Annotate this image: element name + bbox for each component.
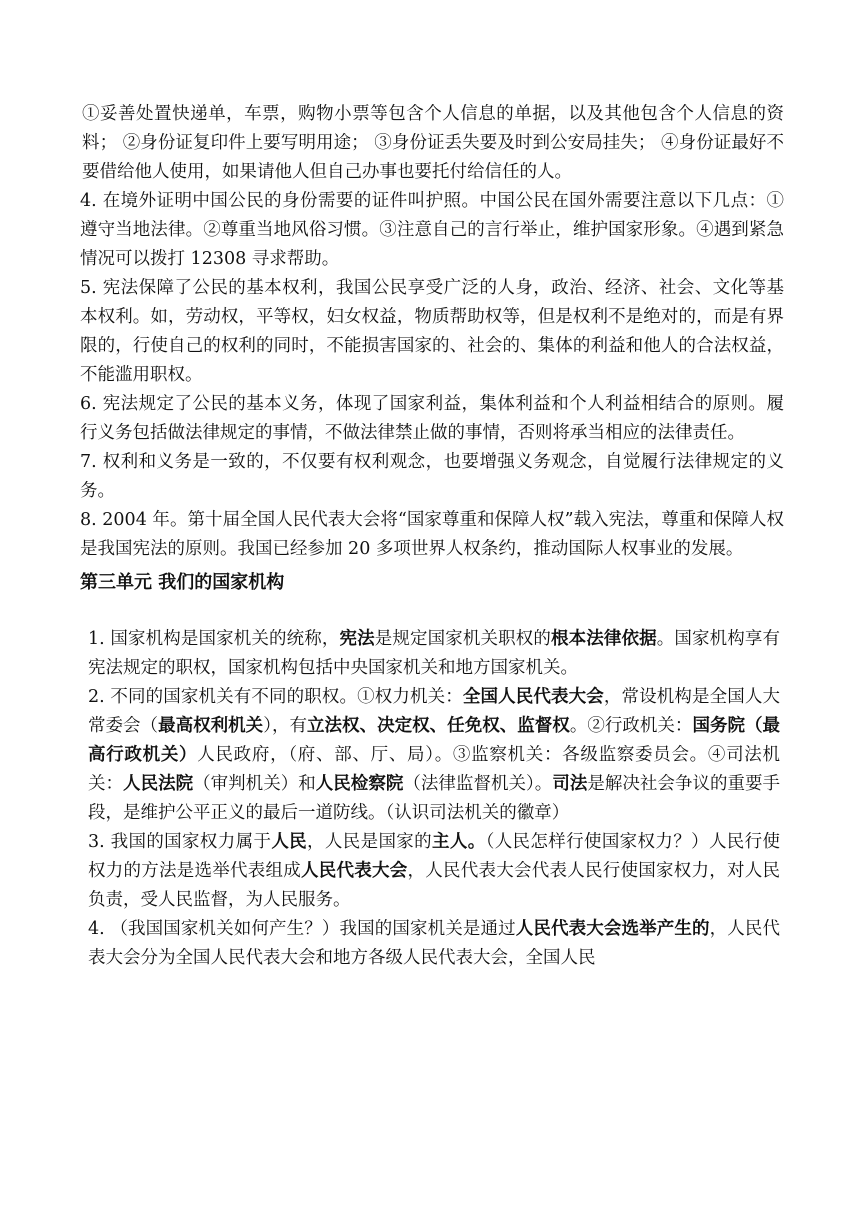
text-run: ），有 [263, 716, 308, 736]
unit3-paragraph-4 [88, 915, 780, 973]
unit3-section [80, 625, 784, 973]
text-run: 2. 不同的国家机关有不同的职权。①权力机关： [88, 687, 463, 707]
bold-run: 根本法律依据 [551, 629, 657, 649]
bold-run: 司法 [552, 774, 588, 794]
document-page [80, 100, 784, 973]
unit3-paragraph-1 [88, 625, 780, 683]
text-run: ，人民代表大会代表人民行使国家权力，对人民负责，受人民监督，为人民服务。 [88, 861, 780, 910]
text-run: 4. （我国国家机关如何产生？）我国的国家机关是通过 [88, 919, 516, 939]
paragraph-5-rights: 5. 宪法保障了公民的基本权利，我国公民享受广泛的人身，政治、经济、社会、文化等基本权利。如，劳动权，平等权，妇女权益，物质帮助权等，但是权利不是绝对的，而是有界限的，行使自己的权利的同时，不能损害国家的、社会的、集体的利益和他人的合法权益，不能滥用职权。 [80, 278, 784, 385]
paragraph-7-rights-duties: 7. 权利和义务是一致的，不仅要有权利观念，也要增强义务观念，自觉履行法律规定的义务。 [80, 452, 784, 501]
bold-run: 人民检察院 [315, 774, 404, 794]
text-run: （审判机关）和 [193, 774, 316, 794]
text-run: 是解决社会争议的重要手段，是维护公平正义的最后一道防线。（认识司法机关的徽章） [88, 774, 781, 823]
bold-run: 全国人民代表大会 [462, 687, 604, 707]
paragraph-6-duties: 6. 宪法规定了公民的基本义务，体现了国家利益，集体利益和个人利益相结合的原则。履行义务包括做法律规定的事情，不做法律禁止做的事情，否则将承当相应的法律责任。 [80, 394, 784, 443]
unit3-paragraph-2 [88, 683, 780, 828]
text-run: ，人民是国家的 [307, 832, 433, 852]
bold-run: 人民法院 [123, 774, 194, 794]
text-run: 。国家机构享有宪法规定的职权，国家机构包括中央国家机关和地方国家机关。 [88, 629, 781, 678]
unit3-paragraph-3 [88, 828, 780, 915]
bold-run: 人民代表大会 [301, 861, 408, 881]
paragraph-4-passport: 4. 在境外证明中国公民的身份需要的证件叫护照。中国公民在国外需要注意以下几点：①遵守当地法律。②尊重当地风俗习惯。③注意自己的言行举止，维护国家形象。④遇到紧急情况可以拨打 12308 寻求帮助。 [80, 191, 784, 269]
text-run: 3. 我国的国家权力属于 [88, 832, 272, 852]
bold-run: 人民代表大会选举产生的 [515, 919, 710, 939]
text-run: 人民政府，（府、部、厅、局）。③监察机关：各级监察委员会。④司法机关： [88, 745, 780, 794]
bold-run: 最高权利机关 [158, 716, 264, 736]
bold-run: 主人。 [432, 832, 486, 852]
unit2-tail-section [80, 100, 784, 564]
text-run: ，人民代表大会分为全国人民代表大会和地方各级人民代表大会，全国人民 [88, 919, 780, 968]
text-run: 是规定国家机关职权的 [374, 629, 552, 649]
text-run: 1. 国家机构是国家机关的统称， [88, 629, 340, 649]
paragraph-8-human-rights: 8. 2004 年。第十届全国人民代表大会将“国家尊重和保障人权”载入宪法，尊重和保障人权是我国宪法的原则。我国已经参加 20 多项世界人权条约，推动国际人权事业的发展。 [80, 510, 784, 559]
bold-run: 宪法 [339, 629, 375, 649]
bold-run: 立法权、决定权、任免权、监督权 [307, 716, 570, 736]
unit3-heading: 第三单元 我们的国家机构 [80, 572, 285, 593]
text-run: ，常设机构是全国人大常委会（ [88, 687, 780, 736]
privacy-tips-paragraph: ①妥善处置快递单，车票，购物小票等包含个人信息的单据，以及其他包含个人信息的资料； ②身份证复印件上要写明用途； ③身份证丢失要及时到公安局挂失； ④身份证最好不要借给他人使用，如果请他人但自己办事也要托付给信任的人。 [82, 104, 784, 182]
text-run: （法律监督机关）。 [403, 774, 553, 794]
text-run: （人民怎样行使国家权力？）人民行使权力的方法是选举代表组成 [88, 832, 781, 881]
bold-run: 国务院（最高行政机关） [88, 716, 781, 765]
text-run: 。②行政机关： [569, 716, 693, 736]
bold-run: 人民 [271, 832, 308, 852]
